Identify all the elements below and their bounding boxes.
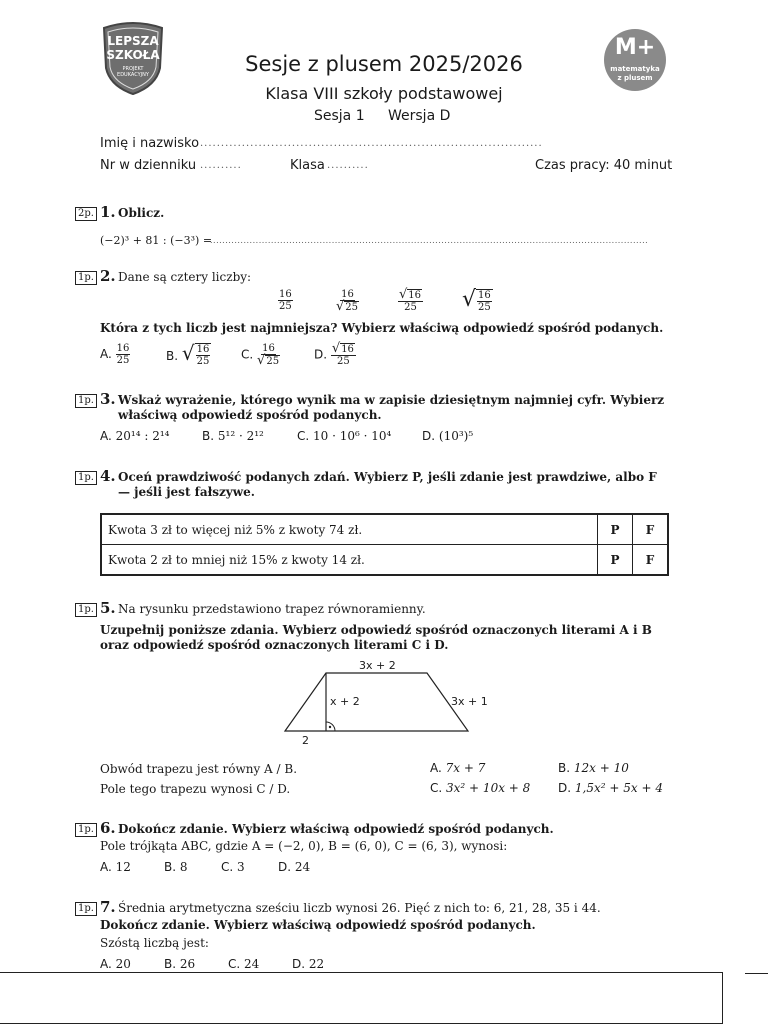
name-field[interactable]: .................................................................................. [200, 138, 543, 149]
q5-text: Na rysunku przedstawiono trapez równoramienny. [118, 602, 426, 616]
q2-text: Dane są cztery liczby: [118, 270, 252, 284]
version-label: Wersja D [388, 108, 451, 124]
q2-number-3: $\frac{√16}{25}$ [399, 287, 422, 313]
q6-option-a[interactable]: A. 12 [100, 860, 131, 874]
time-label: Czas pracy: 40 minut [535, 158, 673, 173]
q6-points-badge: 1p. [75, 823, 97, 837]
q1-points-badge: 2p. [75, 207, 97, 221]
q3-option-c[interactable]: C. 10 · 10⁶ · 10⁴ [297, 429, 392, 443]
q7-option-d[interactable]: D. 22 [292, 957, 325, 971]
q7-line3: Szóstą liczbą jest: [100, 936, 209, 950]
q5-sentence-2: Pole tego trapezu wynosi C / D. [100, 782, 291, 796]
logo-mplus: M+ [614, 35, 656, 60]
q4-table [100, 513, 669, 576]
q2-question: Która z tych liczb jest najmniejsza? Wybierz właściwą odpowiedź spośród podanych. [100, 321, 664, 335]
session-label: Sesja 1 [314, 108, 365, 124]
q6-text: Dokończ zdanie. Wybierz właściwą odpowiedź spośród podanych. [118, 822, 554, 836]
bottom-divider [745, 973, 768, 974]
q4-f-button-1[interactable]: F [633, 514, 669, 545]
q1-text: Oblicz. [118, 206, 165, 220]
q2-number-1: $\frac{16}{25}$ [279, 289, 292, 312]
page-title: Sesje z plusem 2025/2026 [245, 52, 523, 76]
q4-text: Oceń prawdziwość podanych zdań. Wybierz P, jeśli zdanie jest prawdziwe, albo F — jeśli jest fałszywe. [118, 470, 657, 499]
logo-z-plusem: z plusem [617, 74, 653, 82]
q3-option-a[interactable]: A. 20¹⁴ : 2¹⁴ [100, 429, 170, 443]
q3-option-b[interactable]: B. 5¹² · 2¹² [202, 429, 264, 443]
q5-option-d[interactable]: D. 1,5x² + 5x + 4 [558, 781, 663, 795]
logo-text-3: PROJEKT EDUKACYJNY [117, 66, 149, 78]
q2-number-4: √ $\frac{16}{25}$ [462, 287, 491, 313]
q6-number: 6. [100, 819, 116, 837]
trapezoid-figure [280, 670, 480, 736]
diary-field[interactable]: .......... [200, 160, 242, 171]
q7-text: Średnia arytmetyczna sześciu liczb wynosi 26. Pięć z nich to: 6, 21, 28, 35 i 44. [118, 901, 601, 915]
q5-sentence-1: Obwód trapezu jest równy A / B. [100, 762, 298, 776]
q4-statement-2: Kwota 2 zł to mniej niż 15% z kwoty 14 zł. [101, 545, 598, 576]
table-row [101, 545, 668, 576]
q5-option-c[interactable]: C. 3x² + 10x + 8 [430, 781, 531, 795]
q7-points-badge: 1p. [75, 902, 97, 916]
q3-option-d[interactable]: D. (10³)⁵ [422, 429, 474, 443]
q6-option-c[interactable]: C. 3 [221, 860, 245, 874]
q6-option-b[interactable]: B. 8 [164, 860, 188, 874]
q4-f-button-2[interactable]: F [633, 545, 669, 576]
q4-number: 4. [100, 467, 116, 485]
q1-expression: (−2)³ + 81 : (−3³) = [100, 234, 213, 247]
q5-points-badge: 1p. [75, 603, 97, 617]
q5-number: 5. [100, 599, 116, 617]
fig-label-height: x + 2 [330, 695, 360, 708]
q2-option-d[interactable]: D. $\frac{√16}{25}$ [314, 341, 354, 367]
logo-text-2: SZKOŁA [106, 48, 160, 62]
q6-line2: Pole trójkąta ABC, gdzie A = (−2, 0), B = (6, 0), C = (6, 3), wynosi: [100, 839, 508, 853]
q6-option-d[interactable]: D. 24 [278, 860, 311, 874]
q7-option-a[interactable]: A. 20 [100, 957, 131, 971]
fig-label-bottom: 2 [302, 734, 309, 747]
q2-points-badge: 1p. [75, 271, 97, 285]
q2-option-b[interactable]: B. √ $\frac{16}{25}$ [166, 341, 210, 367]
q2-number: 2. [100, 267, 116, 285]
q5-option-b[interactable]: B. 12x + 10 [558, 761, 629, 775]
logo-matematyka: matematyka [610, 65, 660, 73]
bottom-panel [0, 972, 723, 1024]
diary-label: Nr w dzienniku [100, 158, 197, 173]
q2-option-c[interactable]: C. $\frac{16}{√25}$ [241, 343, 280, 368]
q4-statement-1: Kwota 3 zł to więcej niż 5% z kwoty 74 zł. [101, 514, 598, 545]
q4-p-button-1[interactable]: P [598, 514, 633, 545]
q7-number: 7. [100, 898, 116, 916]
q1-answer-field[interactable]: ................................................................................................................................................ [210, 236, 649, 245]
q3-number: 3. [100, 390, 116, 408]
q3-points-badge: 1p. [75, 394, 97, 408]
name-label: Imię i nazwisko [100, 136, 200, 151]
table-row [101, 514, 668, 545]
q4-points-badge: 1p. [75, 471, 97, 485]
q7-option-b[interactable]: B. 26 [164, 957, 196, 971]
q3-text: Wskaż wyrażenie, którego wynik ma w zapisie dziesiętnym najmniej cyfr. Wybierz właściwą odpowiedź spośród podanych. [118, 393, 665, 422]
q5-option-a[interactable]: A. 7x + 7 [430, 761, 486, 775]
q7-option-c[interactable]: C. 24 [228, 957, 260, 971]
class-label: Klasa [290, 158, 325, 173]
logo-text-1: LEPSZA [107, 34, 159, 48]
q2-option-a[interactable]: A. $\frac{16}{25}$ [100, 343, 130, 366]
q1-number: 1. [100, 203, 116, 221]
class-field[interactable]: .......... [327, 160, 369, 171]
q4-p-button-2[interactable]: P [598, 545, 633, 576]
q5-instruction: Uzupełnij poniższe zdania. Wybierz odpowiedź spośród oznaczonych literami A i B oraz odpowiedź spośród oznaczonych literami C i D. [100, 623, 652, 652]
fig-label-top: 3x + 2 [359, 659, 396, 672]
fig-label-side: 3x + 1 [451, 695, 488, 708]
q7-instruction: Dokończ zdanie. Wybierz właściwą odpowiedź spośród podanych. [100, 918, 536, 932]
page-subtitle: Klasa VIII szkoły podstawowej [265, 84, 503, 103]
q2-number-2: $\frac{16}{√25}$ [336, 289, 359, 314]
